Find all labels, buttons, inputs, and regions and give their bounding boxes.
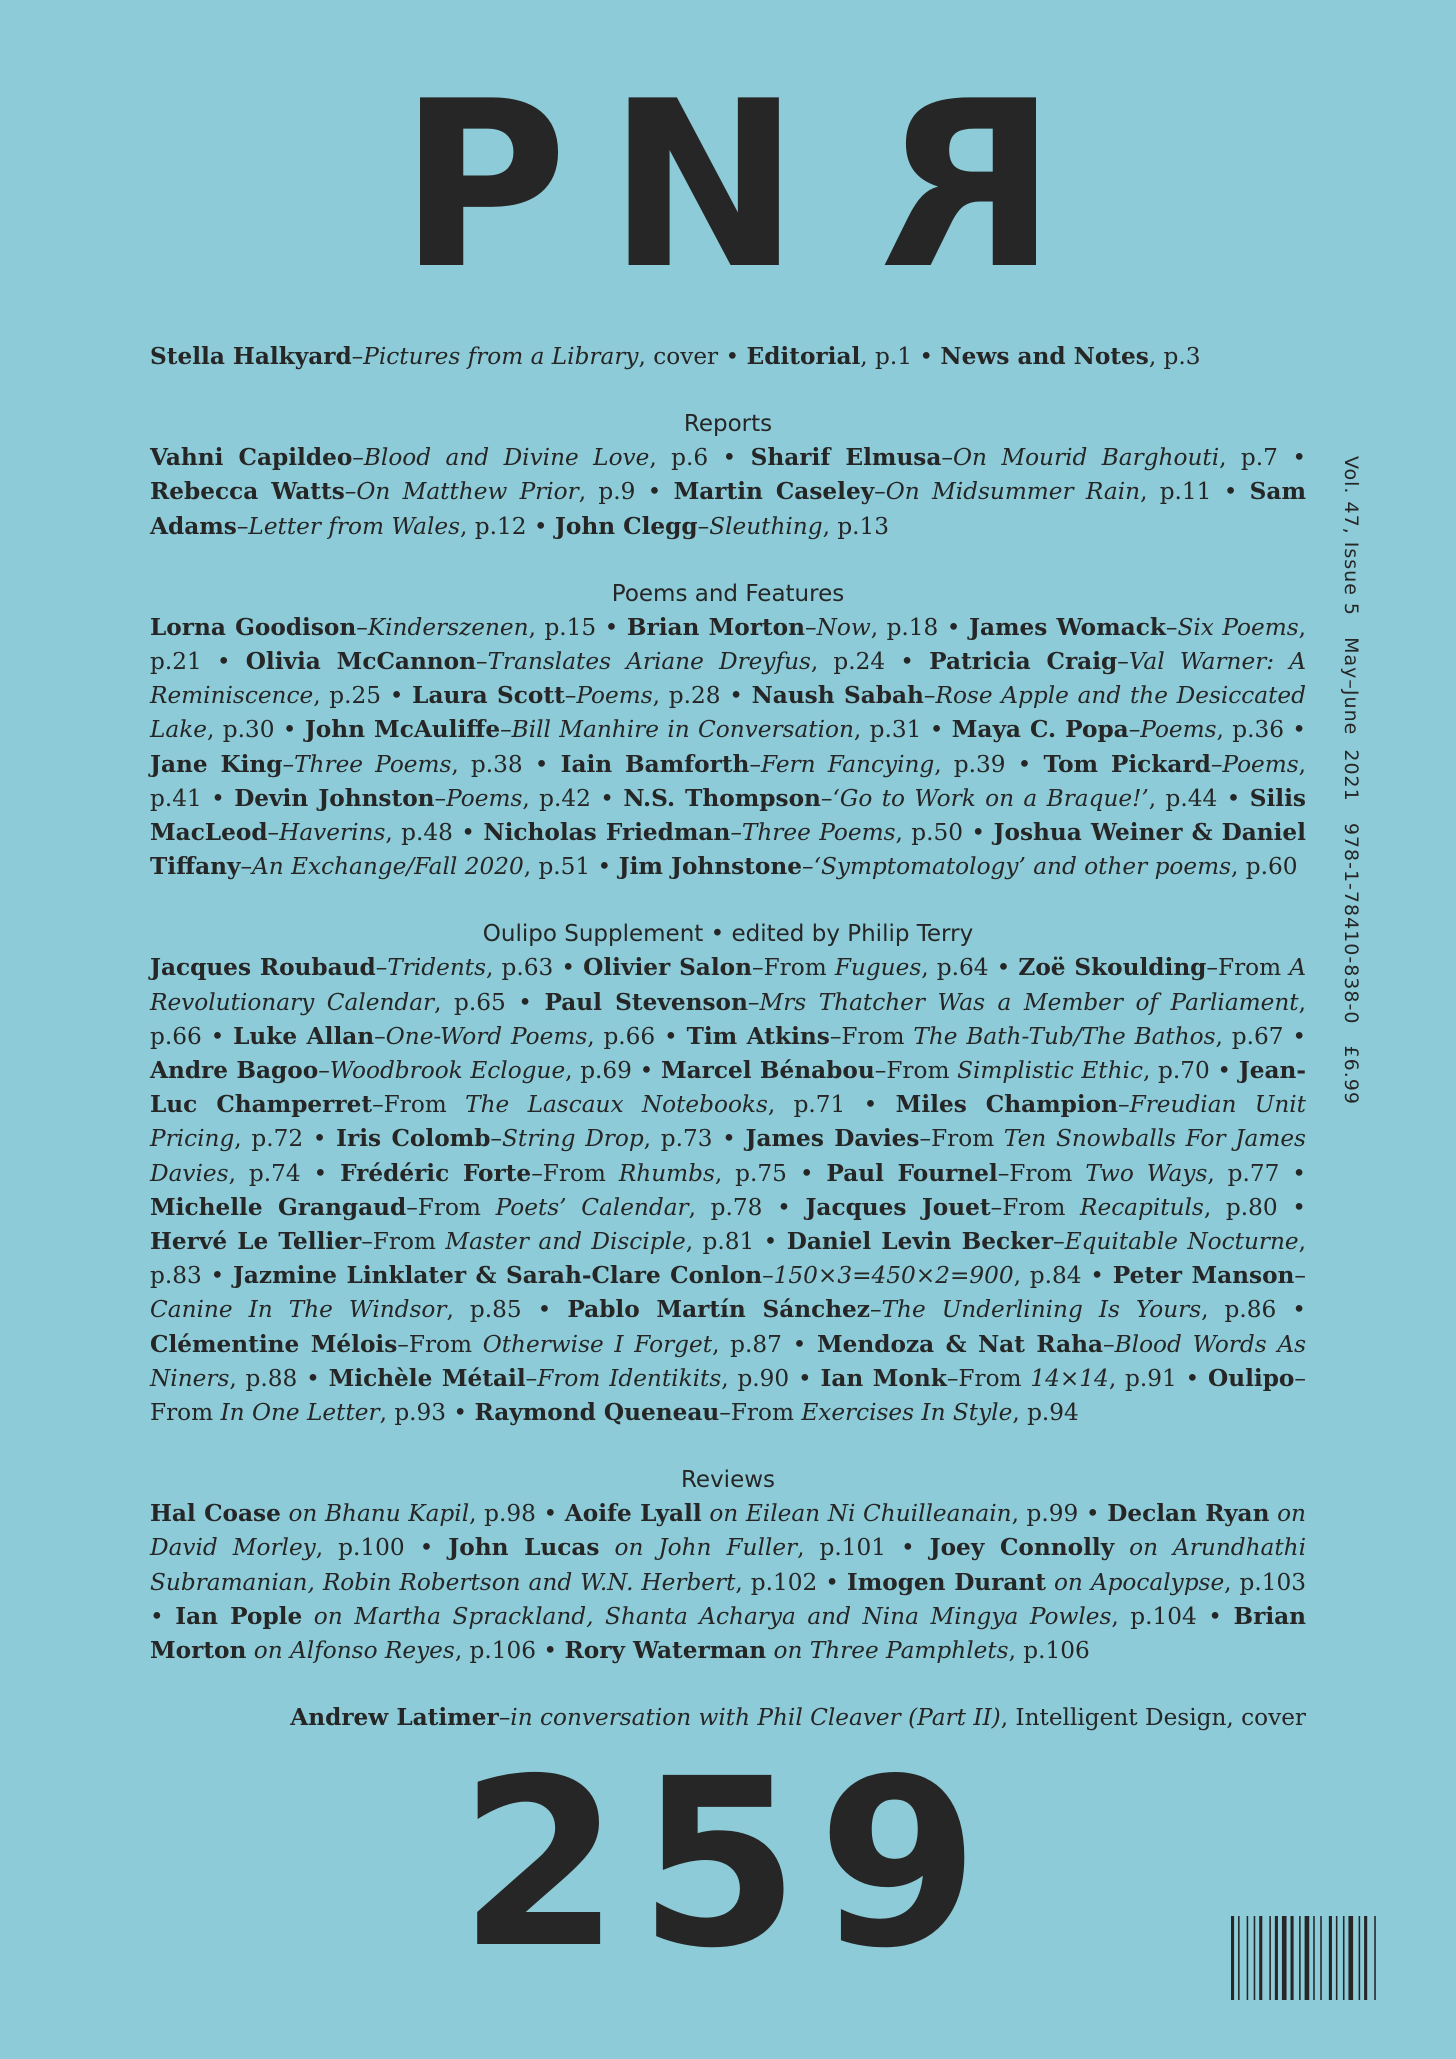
contributor-name: Olivia McCannon: [245, 648, 476, 676]
entry-text: –: [1117, 648, 1129, 676]
entry-text: , p.99 •: [1011, 1500, 1108, 1528]
contributor-name: Declan Ryan: [1107, 1500, 1270, 1528]
barcode-bar: [1269, 1916, 1271, 2000]
contributor-name: Tom Pickard: [1043, 750, 1211, 778]
entry-text: , p.21 •: [150, 613, 1306, 676]
entry-text: , p.72 •: [234, 1125, 337, 1153]
entry-text: , p.6 •: [649, 444, 751, 472]
work-title: Poems: [1222, 750, 1299, 778]
work-title: 150×3=450×2=900: [773, 1262, 1014, 1290]
entry-text: , p.84 •: [1013, 1262, 1113, 1290]
contributor-name: Jazmine Linklater & Sarah-Clare Conlon: [232, 1262, 763, 1290]
entry-text: , p.69 •: [565, 1057, 661, 1085]
work-title: The Lascaux Notebooks: [465, 1091, 768, 1119]
work-title: Woodbrook Eclogue: [329, 1057, 566, 1085]
contributor-name: Aoife Lyall: [564, 1500, 702, 1528]
entry-text: , p.77 •: [1207, 1159, 1306, 1187]
entry-text: , p.88 •: [229, 1364, 329, 1392]
work-title: ‘Go to Work on a Braque!’: [832, 784, 1149, 812]
entry-text: , p.12 •: [460, 512, 555, 540]
work-title: Now: [816, 613, 871, 641]
work-title: 14×14: [1030, 1364, 1109, 1392]
entry-text: –From: [997, 1159, 1086, 1187]
barcode-bar: [1291, 1916, 1294, 2000]
contributor-name: Brian Morton: [150, 1602, 1307, 1665]
entry-text: , p.101 •: [797, 1534, 930, 1562]
contributor-name: Hervé Le Tellier: [150, 1228, 362, 1256]
entry-text: , p.90 •: [721, 1364, 821, 1392]
barcode-bar: [1299, 1916, 1301, 2000]
barcode-bar: [1305, 1916, 1310, 2000]
entry-text: , p.81 •: [685, 1228, 787, 1256]
section-heading: Poems and Features: [611, 580, 845, 607]
contents-intro: [150, 340, 1306, 374]
entry-text: , p.9 •: [578, 478, 674, 506]
entry-text: –From: [361, 1228, 446, 1256]
entry-text: –From: [531, 1159, 619, 1187]
work-title: on Alfonso Reyes: [253, 1637, 455, 1665]
contributor-name: Martin Caseley: [673, 478, 875, 506]
entry-text: –: [1294, 1262, 1306, 1290]
entry-text: , p.11 •: [1140, 478, 1250, 506]
entry-text: , p.15 •: [528, 613, 627, 641]
barcode-bar: [1247, 1916, 1249, 2000]
entry-text: , p.28 •: [652, 682, 752, 710]
entry-text: –From: [751, 954, 835, 982]
contributor-name: Luke Allan: [233, 1022, 375, 1050]
entry-text: –: [240, 853, 253, 881]
spine-issue-info: Vol. 47, Issue 5 May–June 2021 978-1-78410-838-0 £6.99: [1340, 456, 1362, 1105]
contributor-name: Nicholas Friedman: [483, 819, 731, 847]
entry-text: , p.100 •: [315, 1534, 449, 1562]
entry-text: –: [375, 954, 388, 982]
contributor-name: Peter Manson: [1112, 1262, 1295, 1290]
contributor-name: Jacques Roubaud: [150, 954, 376, 982]
entry-text: , p.71 •: [767, 1091, 896, 1119]
work-title: Pictures from a Library: [363, 343, 639, 370]
entry-text: , p.18 •: [870, 613, 969, 641]
contributor-name: Paul Fournel: [826, 1159, 998, 1187]
work-title: Simplistic Ethic: [957, 1057, 1143, 1085]
entry-text: , p.83 •: [150, 1228, 1306, 1290]
contributor-name: Zoë Skoulding: [1018, 954, 1207, 982]
masthead-letter-p: P: [398, 53, 608, 320]
work-title: on David Morley: [150, 1500, 1306, 1562]
entry-text: –: [747, 988, 760, 1016]
section-entries: [150, 1497, 1306, 1668]
contributor-name: Paul Stevenson: [544, 988, 748, 1016]
entry-text: , p.64 •: [921, 954, 1019, 982]
work-title: in conversation with Phil Cleaver (Part II): [510, 1704, 1001, 1732]
entry-text: , p.80 •: [1203, 1193, 1306, 1221]
work-title: on Three Pamphlets: [773, 1637, 1009, 1665]
entry-text: , cover •: [638, 343, 747, 370]
contributor-name: News and Notes: [940, 343, 1149, 370]
entry-text: , p.85 •: [446, 1296, 568, 1324]
entry-text: , p.70 •: [1142, 1057, 1239, 1085]
work-title: Two Ways: [1085, 1159, 1208, 1187]
entry-text: –: [344, 478, 357, 506]
entry-text: , p.36 •: [1216, 716, 1306, 744]
entry-text: [1114, 1534, 1129, 1561]
contributor-name: Andre Bagoo: [150, 1057, 319, 1085]
work-title: Kinderszenen: [367, 613, 529, 641]
work-title: Letter from Wales: [248, 512, 461, 540]
table-of-contents: [150, 340, 1306, 1736]
section-poems-and-features: [150, 577, 1306, 885]
contributor-name: Iain Bamforth: [560, 750, 750, 778]
contributor-name: John McAuliffe: [304, 716, 501, 744]
section-entries: [150, 951, 1306, 1430]
section-entries: [150, 441, 1306, 544]
entry-text: –: [1128, 716, 1141, 744]
barcode-bar: [1348, 1916, 1353, 2000]
entry-text: , p.103 •: [150, 1568, 1306, 1630]
work-title: In One Letter: [220, 1399, 380, 1427]
work-title: The Underlining Is Yours: [881, 1296, 1202, 1324]
entry-text: , p.104 •: [1111, 1602, 1234, 1630]
entry-text: –: [236, 512, 249, 540]
entry-text: –: [697, 512, 710, 540]
work-title: An Exchange/Fall 2020: [252, 853, 524, 881]
entry-text: , p.3: [1148, 343, 1201, 370]
entry-text: –: [564, 682, 577, 710]
entry-text: –: [434, 784, 447, 812]
contributor-name: Rebecca Watts: [150, 478, 345, 506]
entry-text: –From: [406, 1193, 496, 1221]
entry-text: –: [869, 1296, 882, 1324]
barcode-bar: [1254, 1916, 1256, 2000]
work-title: A Revolutionary Calendar: [150, 954, 1306, 1016]
entry-text: , p.7 •: [1219, 444, 1306, 472]
entry-text: –: [1103, 1330, 1115, 1358]
contributor-name: Miles Champion: [895, 1091, 1119, 1119]
entry-text: [1269, 1500, 1277, 1527]
section-heading: Reports: [683, 411, 773, 438]
contributor-name: Jane King: [150, 750, 283, 778]
contributor-name: James Womack: [968, 613, 1166, 641]
work-title: Bill Manhire in Conversation: [511, 716, 854, 744]
work-title: on Eilean Ni Chuilleanain: [709, 1500, 1012, 1528]
contributor-name: Lorna Goodison: [150, 613, 357, 641]
entry-text: , p.41 •: [150, 750, 1307, 812]
entry-text: , p.91 •: [1108, 1364, 1209, 1392]
work-title: on Arundhathi Subramanian, Robin Robertson and W.N. Herbert: [150, 1534, 1307, 1596]
barcode-bar: [1329, 1916, 1332, 2000]
contributor-name: Mendoza & Nat Raha: [817, 1330, 1104, 1358]
barcode-bar: [1374, 1916, 1376, 2000]
entry-text: [246, 1637, 253, 1664]
work-title: Three Poems: [294, 750, 452, 778]
work-title: Poems: [446, 784, 523, 812]
entry-text: , p.78 •: [688, 1193, 806, 1221]
entry-text: –: [525, 1364, 538, 1392]
section-reports: [150, 407, 1306, 544]
entry-text: –: [874, 478, 886, 506]
entry-text: [599, 1534, 614, 1561]
entry-text: , p.39 •: [934, 750, 1044, 778]
work-title: Equitable Nocturne: [1064, 1228, 1299, 1256]
contributor-name: Daniel Levin Becker: [786, 1228, 1054, 1256]
work-title: On Mourid Barghouti: [952, 444, 1220, 472]
barcode-bar: [1282, 1916, 1287, 2000]
contributor-name: Editorial: [746, 343, 861, 370]
contributor-name: Devin Johnston: [234, 784, 435, 812]
entry-text: , p.106: [1008, 1637, 1090, 1665]
work-title: Freudian Unit Pricing: [150, 1091, 1307, 1153]
entry-text: –: [802, 853, 814, 881]
work-title: Recapituls: [1080, 1193, 1204, 1221]
entry-text: , p.67 •: [1215, 1022, 1306, 1050]
work-title: From Identikits: [537, 1364, 722, 1392]
entry-text: , p.63 •: [486, 954, 584, 982]
entry-text: –: [282, 750, 295, 778]
contributor-name: James Davies: [745, 1125, 920, 1153]
contributor-name: Clémentine Mélois: [150, 1330, 398, 1358]
entry-text: –: [475, 648, 488, 676]
work-title: Rhumbs: [618, 1159, 715, 1187]
work-title: Exercises In Style: [801, 1399, 1013, 1427]
work-title: Three Poems: [741, 819, 896, 847]
barcode: [1231, 1916, 1409, 2000]
contributor-name: Ian Pople: [175, 1602, 303, 1630]
contributor-name: Patricia Craig: [929, 648, 1118, 676]
entry-text: –: [1165, 613, 1178, 641]
barcode-bar: [1275, 1916, 1278, 2000]
work-title: The Bath-Tub/The Bathos: [913, 1022, 1216, 1050]
entry-text: –From: [150, 1364, 1306, 1427]
entry-text: , p.94: [1012, 1399, 1079, 1427]
entry-text: , p.86 •: [1201, 1296, 1306, 1324]
entry-text: , p.48 •: [385, 819, 484, 847]
work-title: Haverins: [279, 819, 386, 847]
work-title: Poets’ Calendar: [495, 1193, 689, 1221]
contributor-name: Vahni Capildeo: [150, 444, 353, 472]
entry-text: , p.65 •: [434, 988, 545, 1016]
entry-text: –: [356, 613, 368, 641]
entry-text: [1046, 1569, 1054, 1596]
entry-text: , p.98 •: [469, 1500, 565, 1528]
entry-text: , p.51 •: [523, 853, 619, 881]
contributor-name: N.S. Thompson: [623, 784, 821, 812]
work-title: Otherwise I Forget: [482, 1330, 713, 1358]
entry-text: , p.60: [1230, 853, 1298, 881]
work-title: Poems: [576, 682, 653, 710]
barcode-bar: [1231, 1916, 1234, 2000]
entry-text: –From: [397, 1330, 483, 1358]
entry-text: –: [318, 1057, 330, 1085]
work-title: Sleuthing: [709, 512, 823, 540]
barcode-bar: [1313, 1916, 1315, 2000]
contributor-name: Pablo Martín Sánchez: [567, 1296, 870, 1324]
entry-text: –: [941, 444, 953, 472]
contributor-name: Naush Sabah: [751, 682, 924, 710]
section-oulipo-supplement: [150, 917, 1306, 1430]
work-title: on Apocalypse: [1053, 1568, 1225, 1596]
contributor-name: Michèle Métail: [328, 1364, 526, 1392]
work-title: Master and Disciple: [445, 1228, 686, 1256]
entry-text: , p.87 •: [712, 1330, 818, 1358]
entry-text: –: [730, 819, 742, 847]
barcode-bar: [1359, 1916, 1361, 2000]
work-title: Fern Fancying: [761, 750, 935, 778]
section-heading: Oulipo Supplement • edited by Philip Terry: [482, 921, 974, 948]
barcode-bar: [1259, 1916, 1262, 2000]
work-title: Val Warner: A Reminiscence: [150, 648, 1306, 710]
entry-text: , p.93 •: [379, 1399, 475, 1427]
masthead-logo: [0, 53, 1456, 320]
contributor-name: Imogen Durant: [846, 1568, 1046, 1596]
section-heading: Reviews: [680, 1467, 776, 1494]
entry-text: –: [267, 819, 280, 847]
barcode-bar: [1364, 1916, 1367, 2000]
entry-text: –From: [990, 1193, 1081, 1221]
contributor-name: John Lucas: [448, 1534, 600, 1562]
entry-text: –: [1053, 1228, 1065, 1256]
entry-text: –From: [829, 1022, 914, 1050]
section-reviews: [150, 1463, 1306, 1668]
entry-text: –: [351, 343, 364, 370]
entry-text: –: [1210, 750, 1223, 778]
work-title: Fugues: [834, 954, 922, 982]
entry-text: , p.50 •: [895, 819, 994, 847]
entry-text: –: [490, 1125, 503, 1153]
entry-text: , p.73 •: [643, 1125, 746, 1153]
entry-text: , p.25 •: [313, 682, 413, 710]
entry-text: , p.24 •: [810, 648, 930, 676]
entry-text: , p.66 •: [150, 988, 1307, 1050]
work-title: on Martha Sprackland, Shanta Acharya and Nina Mingya Powles: [313, 1602, 1112, 1630]
entry-text: –: [820, 784, 833, 812]
entry-text: –: [762, 1262, 774, 1290]
entry-text: , p.102 •: [735, 1568, 847, 1596]
barcode-bar: [1320, 1916, 1322, 2000]
contributor-name: Andrew Latimer: [290, 1704, 499, 1732]
work-title: Mrs Thatcher Was a Member of Parliament: [759, 988, 1299, 1016]
contributor-name: Brian Morton: [626, 613, 805, 641]
contributor-name: John Clegg: [554, 512, 698, 540]
work-title: One-Word Poems: [385, 1022, 588, 1050]
contributor-name: Maya C. Popa: [951, 716, 1129, 744]
work-title: On Matthew Prior: [356, 478, 579, 506]
contributor-name: Sam Adams: [150, 478, 1306, 540]
contributor-name: Jim Johnstone: [618, 853, 802, 881]
contributor-name: Sharif Elmusa: [750, 444, 942, 472]
contributor-name: Laura Scott: [412, 682, 565, 710]
work-title: On Midsummer Rain: [885, 478, 1141, 506]
work-title: Six Poems: [1177, 613, 1299, 641]
entry-text: –: [749, 750, 761, 778]
contributor-name: Michelle Grangaud: [150, 1193, 407, 1221]
work-title: String Drop: [502, 1125, 644, 1153]
contributor-name: Jacques Jouet: [805, 1193, 991, 1221]
masthead-letter-r-reversed: R: [839, 53, 1058, 320]
contributor-name: Silis MacLeod: [150, 784, 1306, 847]
entry-text: , p.13: [822, 512, 890, 540]
issue-number: 259: [458, 1729, 998, 1999]
entry-text: –From: [919, 1125, 1004, 1153]
entry-text: , p.1 •: [860, 343, 941, 370]
masthead-letter-n: N: [607, 53, 840, 320]
contributor-name: Stella Halkyard: [150, 343, 352, 370]
contributor-name: Raymond Queneau: [474, 1399, 720, 1427]
entry-text: –From: [719, 1399, 802, 1427]
contributor-name: Marcel Bénabou: [660, 1057, 875, 1085]
entry-text: –: [804, 613, 817, 641]
entry-text: , p.44 •: [1148, 784, 1250, 812]
work-title: Rose Apple and the Desiccated Lake: [150, 682, 1306, 744]
entry-text: –: [923, 682, 936, 710]
work-title: on John Fuller: [614, 1534, 798, 1562]
contributor-name: Ian Monk: [820, 1364, 947, 1392]
entry-text: –: [1118, 1091, 1130, 1119]
entry-text: [302, 1603, 314, 1630]
contributor-name: Tim Atkins: [686, 1022, 830, 1050]
barcode-bar: [1336, 1916, 1338, 2000]
contributor-name: Rory Waterman: [564, 1637, 767, 1665]
entry-text: , p.30 •: [207, 716, 305, 744]
work-title: ‘Symptomatology’ and other poems: [813, 853, 1231, 881]
barcode-bar: [1343, 1916, 1345, 2000]
entry-text: , Intelligent Design, cover: [1000, 1704, 1306, 1732]
contributor-name: Jean-Luc Champerret: [150, 1057, 1306, 1119]
entry-text: , p.31 •: [853, 716, 952, 744]
entry-text: –: [500, 716, 512, 744]
work-title: Canine In The Windsor: [150, 1296, 447, 1324]
entry-text: , p.74 •: [228, 1159, 341, 1187]
entry-text: , p.66 •: [587, 1022, 687, 1050]
work-title: on Bhanu Kapil: [288, 1500, 470, 1528]
entry-text: , p.38 •: [451, 750, 561, 778]
contributor-name: Iris Colomb: [336, 1125, 491, 1153]
entry-text: , p.42 •: [522, 784, 624, 812]
entry-text: –: [498, 1704, 511, 1732]
entry-text: , p.75 •: [714, 1159, 827, 1187]
work-title: Blood and Divine Love: [363, 444, 650, 472]
entry-text: –From: [874, 1057, 958, 1085]
work-title: Tridents: [387, 954, 487, 982]
work-title: Blood Words As Niners: [150, 1330, 1306, 1392]
contributor-name: Hal Coase: [150, 1500, 281, 1528]
contributor-name: Frédéric Forte: [340, 1159, 532, 1187]
contributor-name: Oulipo: [1208, 1364, 1295, 1392]
entry-text: –From: [946, 1364, 1031, 1392]
section-entries: [150, 611, 1306, 885]
work-title: Translates Ariane Dreyfus: [487, 648, 811, 676]
barcode-bar: [1238, 1916, 1240, 2000]
entry-text: , p.106 •: [454, 1637, 565, 1665]
entry-text: –: [352, 444, 364, 472]
work-title: Ten Snowballs For James Davies: [150, 1125, 1306, 1187]
contributor-name: Joey Connolly: [929, 1534, 1115, 1562]
entry-text: –: [374, 1022, 386, 1050]
work-title: Poems: [1140, 716, 1217, 744]
contributor-name: Olivier Salon: [583, 954, 752, 982]
contributor-name: Joshua Weiner & Daniel Tiffany: [150, 819, 1306, 881]
entry-text: –From: [372, 1091, 466, 1119]
entry-text: –From: [1206, 954, 1290, 982]
